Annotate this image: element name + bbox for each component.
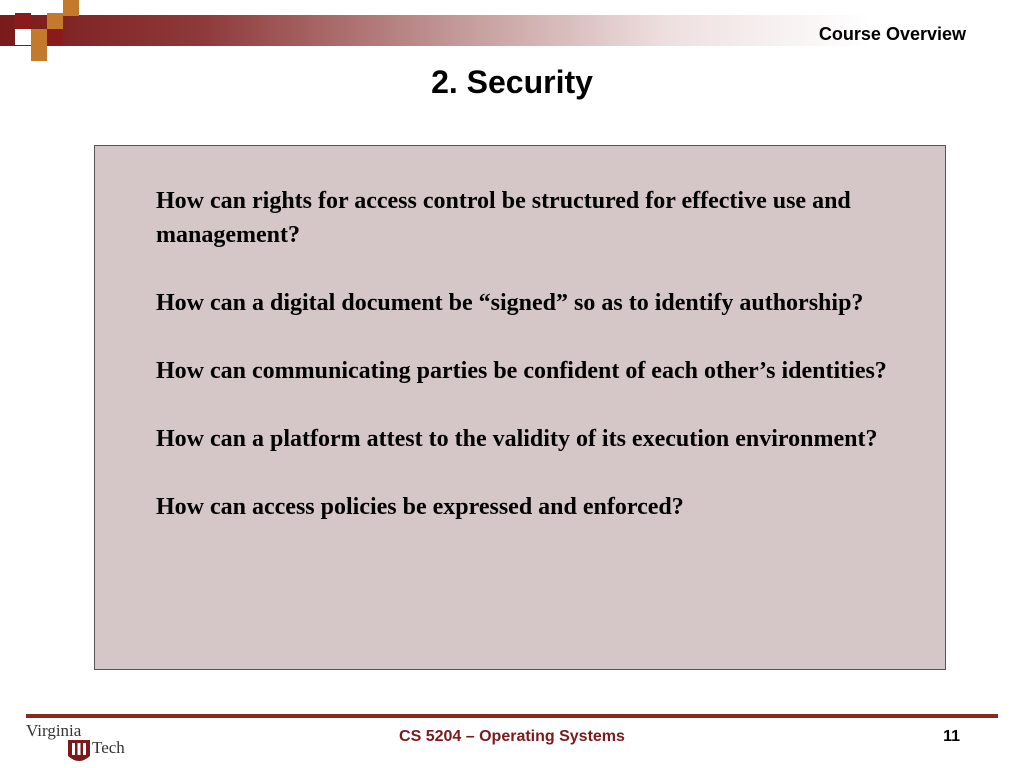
logo-word-virginia: Virginia	[26, 721, 82, 740]
questions-box	[94, 145, 946, 670]
decorative-square	[47, 29, 63, 45]
question-item: How can a platform attest to the validity of its execution environment?	[156, 426, 878, 452]
decorative-square	[31, 45, 47, 61]
course-name: CS 5204 – Operating Systems	[399, 728, 625, 745]
decorative-square	[47, 13, 63, 29]
slide-title: 2. Security	[431, 64, 593, 100]
page-number: 11	[943, 728, 960, 745]
section-title: Course Overview	[818, 24, 966, 44]
logo-word-tech: Tech	[92, 738, 125, 757]
question-item: How can access policies be expressed and enforced?	[156, 494, 684, 520]
decorative-square	[63, 0, 79, 16]
decorative-square	[15, 29, 31, 45]
question-item: How can rights for access control be structured for effective use and management?	[156, 188, 851, 248]
question-item: How can communicating parties be confident of each other’s identities?	[156, 358, 887, 384]
decorative-square	[15, 13, 31, 29]
decorative-square	[31, 29, 47, 45]
question-item: How can a digital document be “signed” so as to identify authorship?	[156, 290, 864, 316]
questions-list	[156, 184, 936, 558]
footer-divider	[26, 714, 998, 718]
